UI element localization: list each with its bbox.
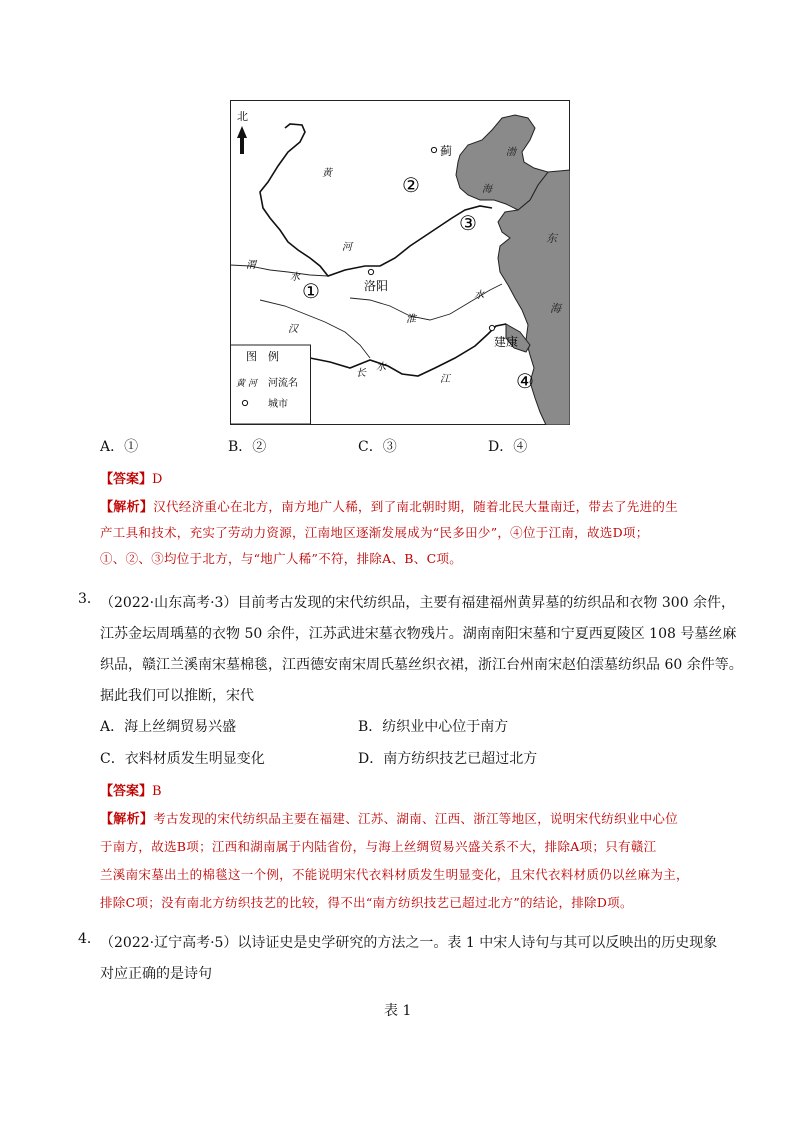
label-bohai-1: 渤 <box>506 147 516 158</box>
label-huang: 黄 <box>322 168 332 179</box>
q3-stem-line: （2022·山东高考·3）目前考古发现的宋代纺织品，主要有福建福州黄昇墓的纺织品和衣物 300 余件， <box>100 595 736 611</box>
label-huai: 淮 <box>406 314 416 325</box>
label-jiankang: 建康 <box>494 335 519 349</box>
analysis-line: 排除C项；没有南北方纺织技艺的比较，得不出“南方纺织技艺已超过北方”的结论，排除D项。 <box>100 895 633 910</box>
q2-option-b[interactable]: B．② <box>228 439 267 455</box>
marker-4: ④ <box>516 369 534 393</box>
q2-option-c[interactable]: C．③ <box>358 439 397 455</box>
north-label: 北 <box>237 110 248 123</box>
legend-city-text: 城市 <box>268 399 288 410</box>
legend-title: 图 例 <box>246 350 279 363</box>
map-figure <box>230 100 570 425</box>
q3-option-a[interactable]: A．海上丝绸贸易兴盛 <box>100 719 237 735</box>
marker-2: ② <box>402 173 420 197</box>
answer-value: D <box>152 472 163 487</box>
q3-stem-line: 织品，赣江兰溪南宋墓棉毯，江西德安南宋周氏墓丝织衣裙，浙江台州南宋赵伯澐墓纺织品 60 余件等。 <box>100 657 743 673</box>
label-luoyang: 洛阳 <box>364 279 389 293</box>
q2-option-d[interactable]: D．④ <box>488 439 528 455</box>
analysis-line: 产工具和技术，充实了劳动力资源，江南地区逐渐发展成为“民多田少”，④位于江南，故选D项； <box>100 525 649 540</box>
analysis-line: 考古发现的宋代纺织品主要在福建、江苏、湖南、江西、浙江等地区，说明宋代纺织业中心位 <box>153 811 679 826</box>
q3-answer <box>100 780 162 799</box>
label-donghai-1: 东 <box>546 232 557 245</box>
marker-1: ① <box>302 279 320 303</box>
label-he: 河 <box>342 242 352 253</box>
q4-stem-line: 对应正确的是诗句 <box>100 966 212 982</box>
legend-river-text: 河流名 <box>268 378 298 389</box>
q3-stem-line: 据此我们可以推断，宋代 <box>100 688 254 704</box>
label-donghai-2: 海 <box>550 302 561 315</box>
city-dot-luoyang <box>368 269 373 274</box>
table-caption: 表 1 <box>384 1003 412 1019</box>
analysis-tag: 【解析】 <box>100 500 154 515</box>
label-chang: 长 <box>356 368 366 379</box>
q3-option-d[interactable]: D．南方纺织技艺已超过北方 <box>358 751 538 767</box>
q4-stem-line: （2022·辽宁高考·5）以诗证史是史学研究的方法之一。表 1 中宋人诗句与其可以反映出的历史现象 <box>100 935 718 951</box>
north-arrow-shaft <box>240 137 244 154</box>
label-wei: 渭 <box>246 260 256 271</box>
label-han: 汉 <box>288 324 298 335</box>
legend-city-dot <box>242 400 247 405</box>
analysis-line: 于南方，故选B项；江西和湖南属于内陆省份，与海上丝绸贸易兴盛关系不大，排除A项；只有赣江 <box>100 839 657 854</box>
q3-option-c[interactable]: C．衣料材质发生明显变化 <box>100 751 265 767</box>
label-ji: 蓟 <box>440 144 453 158</box>
label-shui-3: 水 <box>376 362 386 373</box>
answer-tag: 【答案】 <box>100 784 153 799</box>
q3-option-b[interactable]: B．纺织业中心位于南方 <box>358 719 509 735</box>
label-bohai-2: 海 <box>482 184 492 195</box>
label-jiang: 江 <box>440 374 450 385</box>
q2-answer <box>100 468 162 487</box>
analysis-line: 汉代经济重心在北方，南方地广人稀，到了南北朝时期，随着北民大量南迁，带去了先进的生 <box>153 499 679 514</box>
q2-option-a[interactable]: A．① <box>100 439 139 455</box>
answer-tag: 【答案】 <box>100 472 153 487</box>
marker-3: ③ <box>459 211 477 235</box>
city-dot-jiankang <box>489 325 494 330</box>
label-shui-2: 水 <box>474 290 484 301</box>
label-shui-1: 水 <box>290 272 300 283</box>
answer-value: B <box>152 784 162 799</box>
analysis-line: ①、②、③均位于北方，与“地广人稀”不符，排除A、B、C项。 <box>100 551 463 566</box>
city-dot-ji <box>431 147 436 152</box>
q4-number: 4． <box>78 931 101 947</box>
q3-stem-line: 江苏金坛周瑀墓的衣物 50 余件，江苏武进宋墓衣物残片。湖南南阳宋墓和宁夏西夏陵区 108 号墓丝麻 <box>100 626 737 642</box>
legend-river-sample: 黄 河 <box>236 379 257 389</box>
historical-map <box>230 100 570 425</box>
analysis-tag: 【解析】 <box>100 812 154 827</box>
q3-number: 3． <box>78 591 101 607</box>
analysis-line: 兰溪南宋墓出土的棉毯这一个例，不能说明宋代衣料材质发生明显变化，且宋代衣料材质仍以丝麻为主， <box>100 867 689 882</box>
